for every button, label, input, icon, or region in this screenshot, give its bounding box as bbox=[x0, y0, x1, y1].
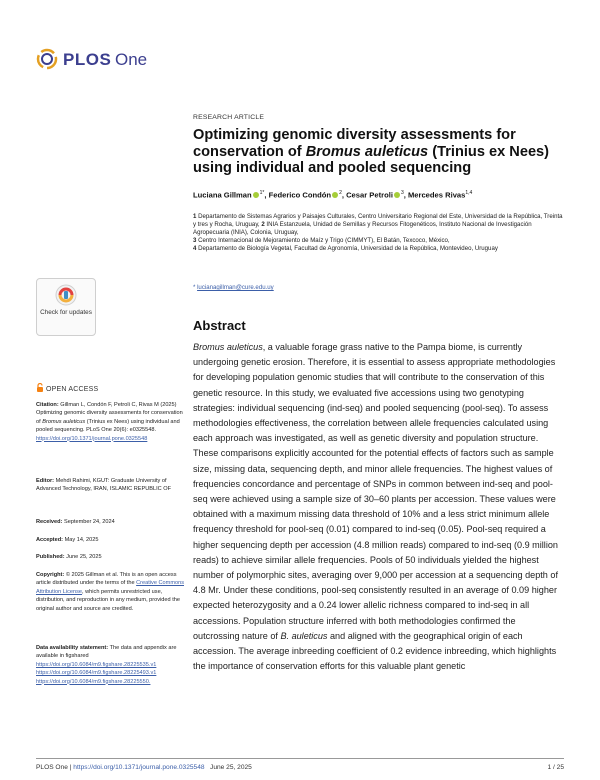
author-name[interactable]: Federico Condón bbox=[268, 190, 332, 200]
author-affiliation-marker: 1,4 bbox=[465, 190, 473, 196]
affiliation-number: 4 bbox=[193, 244, 197, 252]
title-species: Bromus auleticus bbox=[305, 143, 429, 160]
title-part-2: (Trinius ex Nees) using individual and pooled sequencing bbox=[193, 143, 550, 177]
received-date bbox=[36, 518, 186, 526]
orcid-icon[interactable] bbox=[253, 192, 259, 198]
author-affiliation-marker: 3 bbox=[400, 190, 404, 196]
logo-one: One bbox=[115, 50, 148, 69]
data-availability-block bbox=[36, 644, 186, 686]
citation-text-b: (Trinius ex Nees) using individual and pooled sequencing. PLoS One 20(6): e0325548. bbox=[36, 418, 180, 434]
abstract-species: Bromus auleticus bbox=[193, 342, 263, 352]
accepted-value: May 14, 2025 bbox=[64, 537, 99, 543]
corresponding-author bbox=[193, 284, 274, 291]
abstract-species-short: B. auleticus bbox=[280, 630, 328, 641]
open-access-label: OPEN ACCESS bbox=[46, 386, 99, 393]
data-availability-label: Data availability statement: bbox=[36, 645, 109, 651]
check-updates-icon bbox=[55, 284, 77, 306]
footer-doi-link[interactable]: https://doi.org/10.1371/journal.pone.0325548 bbox=[73, 764, 205, 771]
check-updates-label: Check for updates bbox=[40, 309, 92, 316]
copyright-text-a: © 2025 Gillman et al. This is an open access article distributed under the terms of the bbox=[36, 572, 177, 587]
plos-one-logo[interactable] bbox=[36, 48, 156, 78]
published-label: Published: bbox=[36, 554, 65, 560]
editor-block bbox=[36, 477, 186, 494]
abstract-heading: Abstract bbox=[193, 318, 246, 333]
affiliation-number: 1 bbox=[193, 213, 197, 220]
editor-text: Mehdi Rahimi, KGUT: Graduate University of Advanced Technology, IRAN, ISLAMIC REPUBLIC OF bbox=[36, 478, 172, 493]
abstract-text-1: , a valuable forage grass native to the Pampa biome, is currently undergoing genetic erosion. Therefore, it is essential to assess appropriate methodologies for developing population genomic studies that will contribute to the conservation of this genetic resource. In this study, we evaluated five accessions using two genotyping strategies: individual sequencing (ind-seq) and pooled sequencing (pool-seq). To assess methodologies effectiveness, the correlation between allele frequencies calculated using each approach was investigated, as well as genetic diversity and population structure. These comparisons explicitly accounted for the potential effects of factors such as sample size, missing data, sequencing depth, and minor allele frequencies. The highest values of frequencies concordance and percentage of SNPs in common between ind-seq and pool-seq were achieved using a sample size of 30–60 plants per accession. These values were obtained with a maximum missing data threshold of 10% and a less strict minimum allele frequency threshold for pool-seq (0.01) compared to ind-seq (0.05). Pool-seq required a higher sequencing depth per accession (4.8 million reads) compared to ind-seq (0.9 million reads) to achieve similar allele frequencies. Pools of 50 individuals yielded the highest number of polymorphic sites, averaging over 9,000 per accession at a sequencing depth of 4.8 Mr. Under these conditions, pool-seq consistently resulted in an average of 0.09 higher expected heterozygosity and a 0.24 lower allelic richness compared to ind-seq in all accessions. Population structure inferred with both methodologies confirmed the outcrossing nature of bbox=[193, 342, 558, 641]
copyright-text-b: , which permits unrestricted use, distribution, and reproduction in any medium, provided the original author and source are credited. bbox=[36, 588, 180, 612]
plos-logo-icon bbox=[36, 48, 58, 70]
figshare-link[interactable]: https://doi.org/10.6084/m9.figshare.28225550. bbox=[36, 678, 151, 685]
received-value: September 24, 2024 bbox=[64, 519, 115, 525]
footer-separator: | bbox=[67, 764, 74, 771]
check-for-updates-button[interactable] bbox=[36, 278, 96, 336]
title-part-1: Optimizing genomic diversity assessments for conservation of bbox=[193, 127, 516, 160]
page-footer bbox=[36, 764, 252, 771]
citation-block bbox=[36, 401, 186, 443]
affiliation-text: Departamento de Biología Vegetal, Facultad de Agronomía, Universidad de la República, Montevideo, Uruguay bbox=[198, 244, 498, 252]
license-link[interactable]: Creative Commons Attribution License bbox=[36, 580, 184, 595]
affiliation-number: 2 bbox=[261, 220, 265, 228]
affiliation-text: Departamento de Sistemas Agrarios y Paisajes Culturales, Centro Universitario Regional del Este, Universidad de la República, Treinta y tres y Rocha, Uruguay, bbox=[193, 213, 563, 228]
author-affiliation-marker: 1* bbox=[259, 190, 265, 196]
abstract-body bbox=[193, 340, 564, 674]
affiliation-text: INIA Estanzuela, Unidad de Semillas y Recursos Fitogenéticos, Instituto Nacional de Investigación Agropecuaria (INIA), Colonia, Uruguay, bbox=[193, 220, 532, 236]
contact-email-link[interactable]: lucianagillman@cure.edu.uy bbox=[197, 284, 274, 291]
footer-date: June 25, 2025 bbox=[210, 764, 252, 771]
orcid-icon[interactable] bbox=[332, 192, 338, 198]
author-name[interactable]: Cesar Petroli bbox=[346, 190, 393, 200]
author-name[interactable]: Mercedes Rivas bbox=[407, 190, 466, 200]
open-access-badge bbox=[36, 383, 98, 393]
article-title bbox=[193, 127, 563, 177]
article-type-label: RESEARCH ARTICLE bbox=[193, 114, 265, 121]
citation-doi-link[interactable]: https://doi.org/10.1371/journal.pone.0325548 bbox=[36, 435, 148, 442]
corresponding-symbol: * bbox=[193, 284, 196, 291]
author-list: Luciana Gillman $^{1*}$, Federico Condón $^2$, Cesar Petroli $^3$, Mercedes Rivas$^{1,4}$ bbox=[193, 190, 473, 200]
footer-divider bbox=[36, 758, 564, 759]
published-date bbox=[36, 553, 186, 561]
citation-species: Bromus auleticus bbox=[42, 418, 86, 425]
data-availability-text: The data and appendix are available in figshared bbox=[36, 645, 177, 660]
copyright-block bbox=[36, 571, 186, 613]
affiliation-text: Centro Internacional de Mejoramiento de Maíz y Trigo (CIMMYT), El Batán, Texcoco, México, bbox=[198, 236, 450, 244]
accepted-date bbox=[36, 536, 186, 544]
copyright-label: Copyright: bbox=[36, 572, 65, 578]
open-lock-icon bbox=[36, 383, 44, 392]
logo-word: PLOS bbox=[63, 50, 112, 69]
author-name[interactable]: Luciana Gillman bbox=[193, 190, 252, 200]
abstract-text-2: and aligned with the geographical origin of each accession. The average inbreeding coefficient of 0.2 evidence inbreeding, which highlights the importance of conservation efforts for this valuable plant genetic bbox=[193, 630, 557, 672]
editor-label: Editor: bbox=[36, 478, 55, 484]
figshare-link[interactable]: https://doi.org/10.6084/m9.figshare.28225535.v1 bbox=[36, 661, 157, 668]
orcid-icon[interactable] bbox=[394, 192, 400, 198]
affiliations bbox=[193, 213, 563, 253]
figshare-link[interactable]: https://doi.org/10.6084/m9.figshare.28225493.v1 bbox=[36, 670, 157, 677]
page-number: 1 / 25 bbox=[547, 764, 564, 771]
published-value: June 25, 2025 bbox=[66, 554, 102, 560]
citation-label: Citation: bbox=[36, 402, 59, 408]
received-label: Received: bbox=[36, 519, 63, 525]
citation-text-a: Gillman L, Condón F, Petroli C, Rivas M (2025) Optimizing genomic diversity assessments for conservation of bbox=[36, 402, 183, 425]
author-affiliation-marker: 2 bbox=[339, 190, 342, 196]
footer-journal: PLOS One bbox=[36, 764, 68, 771]
accepted-label: Accepted: bbox=[36, 537, 64, 543]
affiliation-number: 3 bbox=[193, 236, 197, 244]
